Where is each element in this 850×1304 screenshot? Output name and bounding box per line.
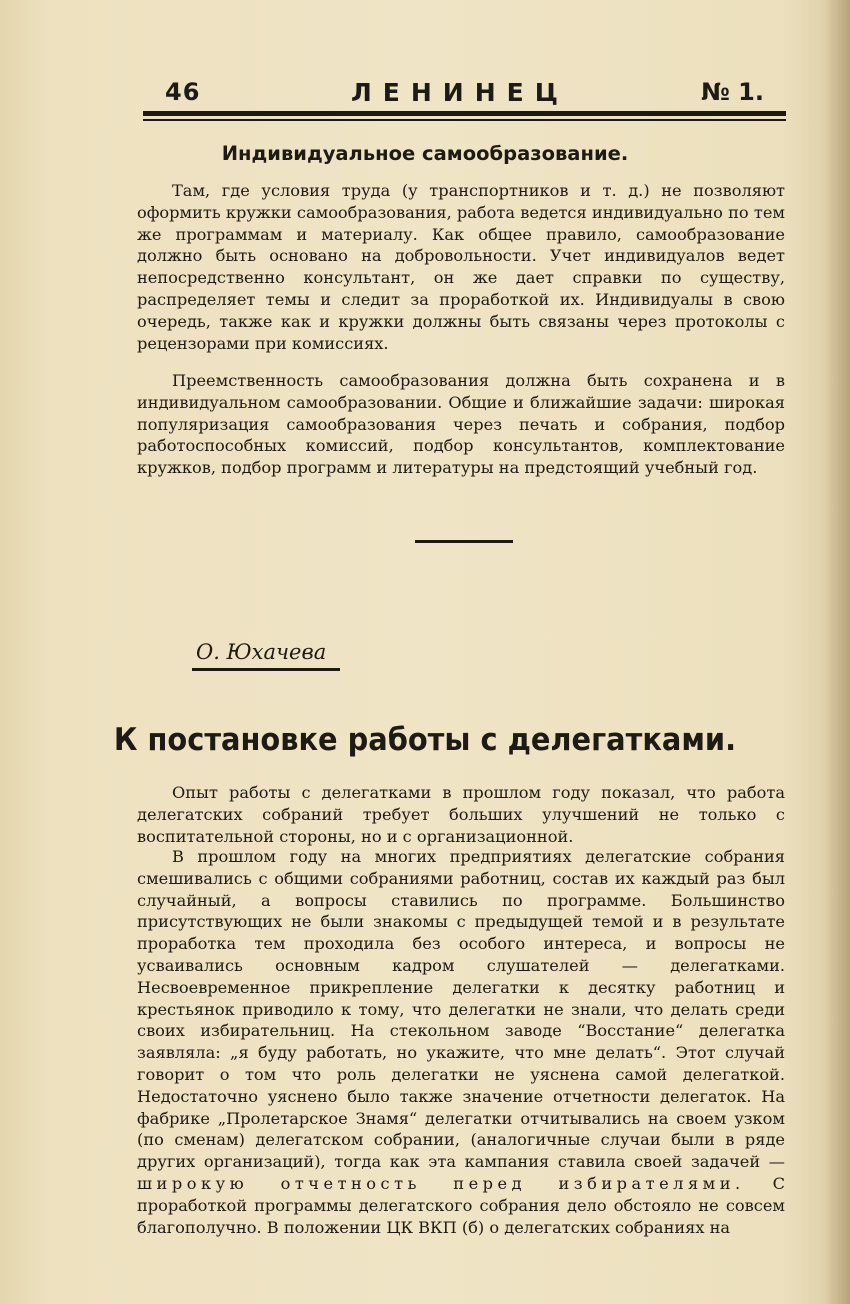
page-edge-shadow	[824, 0, 850, 1304]
header-rule-thin	[143, 119, 786, 121]
page-number: 46	[165, 78, 201, 106]
section-heading: Индивидуальное самообразование.	[221, 142, 629, 165]
article-paragraph-1	[137, 782, 785, 847]
paragraph-text: С проработкой программы делегатского собрания дело обстояло не совсем благополучно. В положении ЦК ВКП (б) о делегатских собраниях на	[137, 1173, 785, 1237]
paragraph-text: Преемственность самообразования должна быть сохранена и в индивидуальном самообразовании. Общие и ближайшие задачи: широкая популяризация самообразования через печать и собрания, подбор работоспособных комиссий, подбор консультантов, комплектование кружков, подбор программ и литературы на предстоящий учебный год.	[137, 371, 785, 478]
journal-title: ЛЕНИНЕЦ	[351, 78, 569, 107]
article-paragraph-2	[137, 846, 785, 1238]
article-author: О. Юхачева	[196, 640, 327, 664]
issue-number: № 1.	[700, 78, 764, 106]
section-paragraph-2	[137, 370, 785, 479]
author-underline	[192, 668, 340, 671]
header-rule-thick	[143, 111, 786, 116]
section-divider	[415, 540, 513, 543]
article-title: К постановке работы с делегатками.	[113, 722, 737, 758]
section-paragraph-1	[137, 180, 785, 354]
paragraph-text: Там, где условия труда (у транспортников и т. д.) не позволяют оформить кружки самообразования, работа ведется индивидуально по тем же программам и материалу. Как общее правило, самообразование должно быть основано на добровольности. Учет индивидуалов ведет непосредственно консультант, он же дает справки по существу, распределяет темы и следит за проработкой их. Индивидуалы в свою очередь, также как и кружки должны быть связаны через протоколы с рецензорами при комиссиях.	[137, 181, 785, 353]
spaced-emphasis-text: широкую отчетность перед избирателями.	[137, 1173, 745, 1193]
paragraph-text: В прошлом году на многих предприятиях делегатские собрания смешивались с общими собраниями работниц, состав их каждый раз был случайный, а вопросы ставились по программе. Большинство присутствующих не были знакомы с предыдущей темой и в результате проработка тем проходила без особого интереса, и вопросы не усваивались основным кадром слушателей — делегатками. Несвоевременное прикрепление делегатки к десятку работниц и крестьянок приводило к тому, что делегатки не знали, что делать среди своих избирательниц. На стекольном заводе “Восстание“ делегатка заявляла: „я буду работать, но укажите, что мне делать“. Этот случай говорит о том что роль делегатки не уяснена самой делегаткой. Недостаточно уяснено было также значение отчетности делегаток. На фабрике „Пролетарское Знамя“ делегатки отчитывались на своем узком (по сменам) делегатском собрании, (аналогичные случаи были в ряде других организаций), тогда как эта кампания ставила своей задачей —	[137, 847, 785, 1172]
paragraph-text: Опыт работы с делегатками в прошлом году показал, что работа делегатских собраний требует больших улучшений не только с воспитательной стороны, но и с организационной.	[137, 783, 785, 846]
